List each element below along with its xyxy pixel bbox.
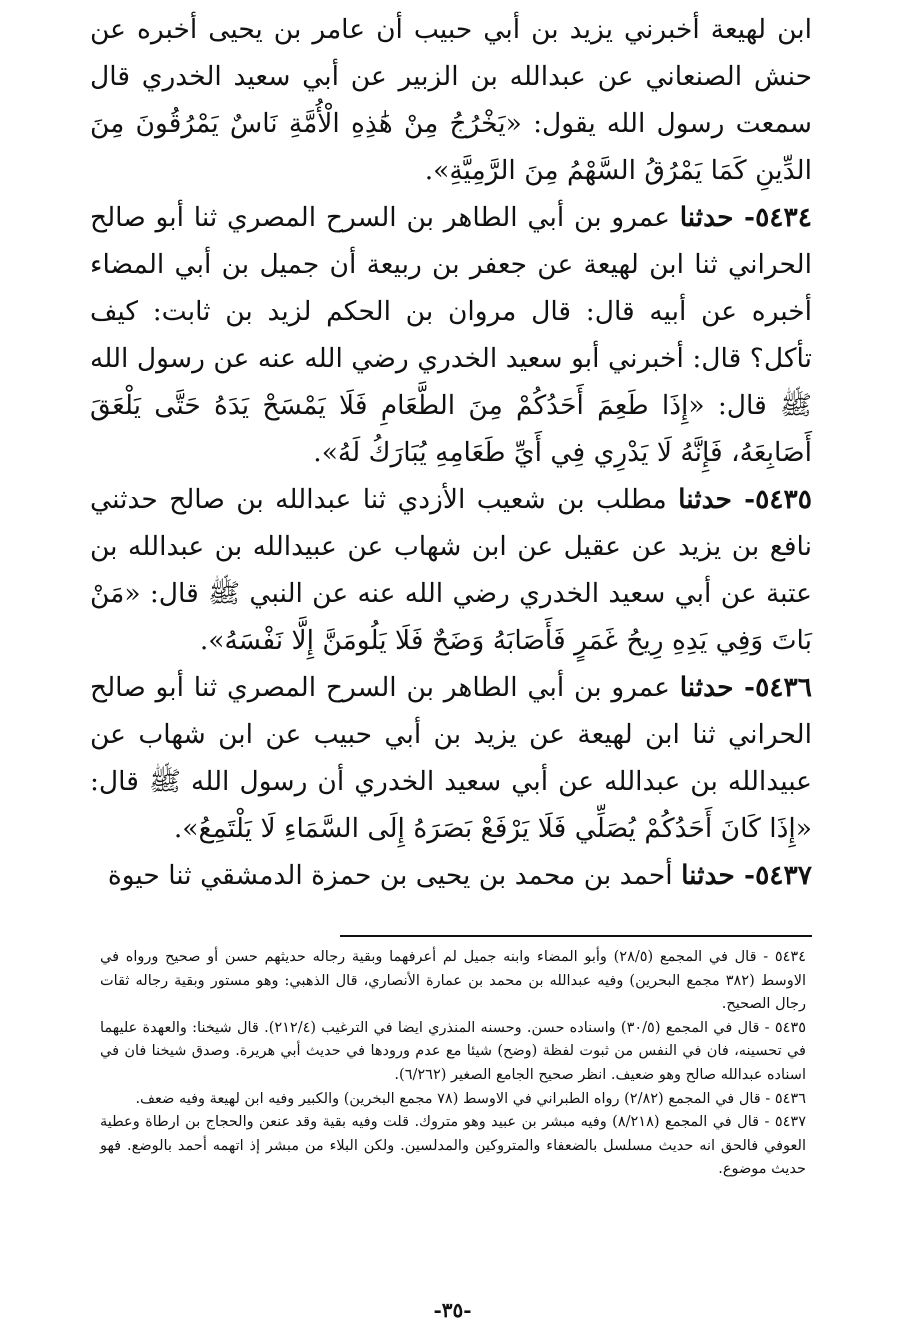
footnote-text: قال في المجمع (٢٨/٥) وأبو المضاء وابنه جميل لم أعرفهما وبقية رجاله حديثهم حسن أو صحيح ورواه في الاوسط (٣٨٢ مجمع البحرين) وفيه عبدالله بن محمد بن عمارة الأنصاري، قال الذهبي: وهو مستور وبقية رجاله ثقات رجال الصحيح. bbox=[100, 949, 806, 1013]
page-number: -٣٥- bbox=[433, 1298, 472, 1322]
main-text bbox=[90, 6, 812, 899]
footnote-number: ٥٤٣٦ bbox=[774, 1090, 806, 1107]
footnote-divider bbox=[340, 935, 812, 937]
footnotes bbox=[100, 946, 806, 1182]
footnote-number: ٥٤٣٥ bbox=[774, 1019, 806, 1036]
footnote-text: قال في المجمع (٣٠/٥) واسناده حسن. وحسنه المنذري ايضا في الترغيب (٢١٢/٤). قال شيخنا: والعهدة عليهما في تحسينه، فان في النفس من ثبوت لفظة (وضح) شيئا مع عدم ورودها في حديث أبي هريرة. وصدق شيخنا فان في اسناده عبدالله صالح وهو ضعيف. انظر صحيح الجامع الصغير (٦/٢٦٢). bbox=[100, 1019, 806, 1083]
hadith-label: حدثنا bbox=[679, 672, 734, 703]
hadith-label: حدثنا bbox=[678, 484, 732, 515]
footnote-number: ٥٤٣٤ bbox=[774, 949, 807, 965]
footnote-text: قال في المجمع (٨/٢١٨) وفيه مبشر بن عبيد وهو متروك. قلت وفيه بقية وقد عنعن والحجاج بن ارطاة وعطية العوفي فالحق انه حديث مسلسل بالضعفاء والمتروكين والمدلسين. ولكن البلاء من مبشر إذ اتهمه أحمد بالوضع. فهو حديث موضوع. bbox=[100, 1114, 806, 1178]
footnote-5435: ٥٤٣٥ - قال في المجمع (٣٠/٥) واسناده حسن. وحسنه المنذري ايضا في الترغيب (٢١٢/٤). قال شيخنا: والعهدة عليهما في تحسينه، فان في النفس من ثبوت لفظة (وضح) شيئا مع عدم ورودها في حديث أبي هريرة. وصدق شيخنا فان في اسناده عبدالله صالح وهو ضعيف. انظر صحيح الجامع الصغير (٦/٢٦٢). bbox=[100, 1019, 806, 1083]
hadith-number: ٥٤٣٧ bbox=[755, 860, 812, 891]
hadith-5436: ٥٤٣٦- حدثنا عمرو بن أبي الطاهر بن السرح المصري ثنا أبو صالح الحراني ثنا ابن لهيعة عن يزيد بن أبي حبيب عن ابن شهاب عن عبيدالله بن عبدالله عن أبي سعيد الخدري أن رسول الله ﷺ قال: «إِذَا كَانَ أَحَدُكُمْ يُصَلِّي فَلَا يَرْفَعْ بَصَرَهُ إِلَى السَّمَاءِ لَا يَلْتَمِعُ». bbox=[90, 672, 812, 844]
hadith-text: عمرو بن أبي الطاهر بن السرح المصري ثنا أبو صالح الحراني ثنا ابن لهيعة عن جعفر بن ربيعة أن جميل بن أبي المضاء أخبره عن أبيه قال: قال مروان بن الحكم لزيد بن ثابت: كيف تأكل؟ قال: أخبرني أبو سعيد الخدري رضي الله عنه عن رسول الله ﷺ قال: «إِذَا طَعِمَ أَحَدُكُمْ مِنَ الطَّعَامِ فَلَا يَمْسَحْ يَدَهُ حَتَّى يَلْعَقَ أَصَابِعَهُ، فَإِنَّهُ لَا يَدْرِي فِي أَيِّ طَعَامِهِ يُبَارَكُ لَهُ». bbox=[90, 202, 812, 468]
hadith-5437: ٥٤٣٧- حدثنا أحمد بن محمد بن يحيى بن حمزة الدمشقي ثنا حيوة bbox=[107, 860, 812, 891]
hadith-number: ٥٤٣٥ bbox=[755, 484, 813, 515]
hadith-number: ٥٤٣٦ bbox=[755, 672, 812, 703]
footnote-text: قال في المجمع (٢/٨٢) رواه الطبراني في الاوسط (٧٨ مجمع البخرين) والكبير وفيه ابن لهيعة وفيه ضعف. bbox=[135, 1090, 761, 1107]
footnote-number: ٥٤٣٧ bbox=[774, 1114, 806, 1131]
footnote-5436: ٥٤٣٦ - قال في المجمع (٢/٨٢) رواه الطبراني في الاوسط (٧٨ مجمع البخرين) والكبير وفيه ابن لهيعة وفيه ضعف. bbox=[135, 1090, 806, 1107]
hadith-text: أحمد بن محمد بن يحيى بن حمزة الدمشقي ثنا حيوة bbox=[107, 860, 673, 891]
hadith-label: حدثنا bbox=[679, 202, 734, 233]
hadith-label: حدثنا bbox=[681, 860, 735, 891]
footnote-5434: ٥٤٣٤ - قال في المجمع (٢٨/٥) وأبو المضاء وابنه جميل لم أعرفهما وبقية رجاله حديثهم حسن أو صحيح ورواه في الاوسط (٣٨٢ مجمع البحرين) وفيه عبدالله بن محمد بن عمارة الأنصاري، قال الذهبي: وهو مستور وبقية رجاله ثقات رجال الصحيح. bbox=[100, 949, 807, 1013]
footnote-5437: ٥٤٣٧ - قال في المجمع (٨/٢١٨) وفيه مبشر بن عبيد وهو متروك. قلت وفيه بقية وقد عنعن والحجاج بن ارطاة وعطية العوفي فالحق انه حديث مسلسل بالضعفاء والمتروكين والمدلسين. ولكن البلاء من مبشر إذ اتهمه أحمد بالوضع. فهو حديث موضوع. bbox=[100, 1114, 806, 1178]
hadith-number: ٥٤٣٤ bbox=[755, 202, 812, 233]
continuation-paragraph: ابن لهيعة أخبرني يزيد بن أبي حبيب أن عامر بن يحيى أخبره عن حنش الصنعاني عن عبدالله بن الزبير عن أبي سعيد الخدري قال سمعت رسول الله يقول: «يَخْرُجُ مِنْ هَٰذِهِ الْأُمَّةِ نَاسٌ يَمْرُقُونَ مِنَ الدِّينِ كَمَا يَمْرُقُ السَّهْمُ مِنَ الرَّمِيَّةِ». bbox=[90, 14, 812, 186]
hadith-5434: ٥٤٣٤- حدثنا عمرو بن أبي الطاهر بن السرح المصري ثنا أبو صالح الحراني ثنا ابن لهيعة عن جعفر بن ربيعة أن جميل بن أبي المضاء أخبره عن أبيه قال: قال مروان بن الحكم لزيد بن ثابت: كيف تأكل؟ قال: أخبرني أبو سعيد الخدري رضي الله عنه عن رسول الله ﷺ قال: «إِذَا طَعِمَ أَحَدُكُمْ مِنَ الطَّعَامِ فَلَا يَمْسَحْ يَدَهُ حَتَّى يَلْعَقَ أَصَابِعَهُ، فَإِنَّهُ لَا يَدْرِي فِي أَيِّ طَعَامِهِ يُبَارَكُ لَهُ». bbox=[90, 202, 812, 468]
hadith-5435: ٥٤٣٥- حدثنا مطلب بن شعيب الأزدي ثنا عبدالله بن صالح حدثني نافع بن يزيد عن عقيل عن ابن شهاب عن عبيدالله بن عبدالله بن عتبة عن أبي سعيد الخدري رضي الله عنه عن النبي ﷺ قال: «مَنْ بَاتَ وَفِي يَدِهِ رِيحُ غَمَرٍ فَأَصَابَهُ وَضَحٌ فَلَا يَلُومَنَّ إِلَّا نَفْسَهُ». bbox=[90, 484, 813, 656]
hadith-text: مطلب بن شعيب الأزدي ثنا عبدالله بن صالح حدثني نافع بن يزيد عن عقيل عن ابن شهاب عن عبيدالله بن عبدالله بن عتبة عن أبي سعيد الخدري رضي الله عنه عن النبي ﷺ قال: «مَنْ بَاتَ وَفِي يَدِهِ رِيحُ غَمَرٍ فَأَصَابَهُ وَضَحٌ فَلَا يَلُومَنَّ إِلَّا نَفْسَهُ». bbox=[90, 484, 812, 656]
hadith-text: عمرو بن أبي الطاهر بن السرح المصري ثنا أبو صالح الحراني ثنا ابن لهيعة عن يزيد بن أبي حبيب عن ابن شهاب عن عبيدالله بن عبدالله عن أبي سعيد الخدري أن رسول الله ﷺ قال: «إِذَا كَانَ أَحَدُكُمْ يُصَلِّي فَلَا يَرْفَعْ بَصَرَهُ إِلَى السَّمَاءِ لَا يَلْتَمِعُ». bbox=[90, 672, 812, 844]
